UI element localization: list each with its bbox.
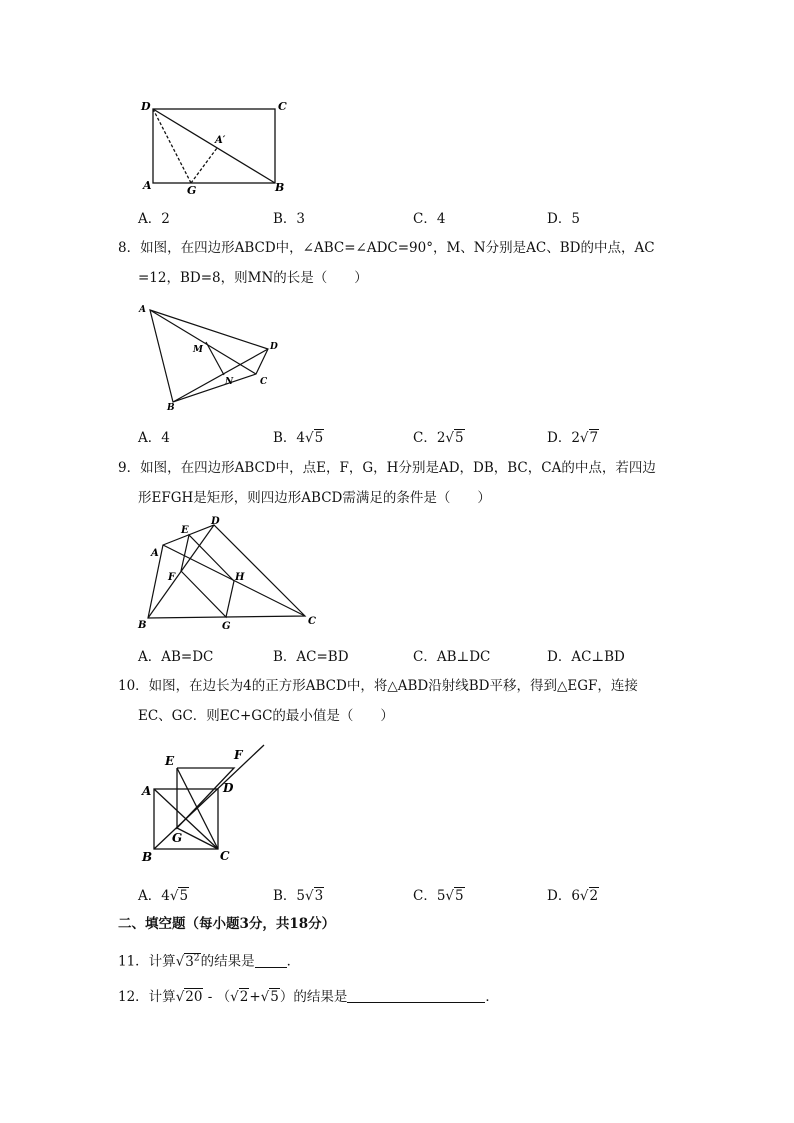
sqrt-sign-icon: √20 [175,989,203,1005]
sqrt-sign-icon: √5 [305,430,324,446]
q7-label-G: G [187,184,197,195]
q10-label-B: B [142,850,153,864]
q8-label-N: N [225,377,234,387]
q9-stem-line2: 形EFGH是矩形，则四边形ABCD需满足的条件是（ ） [138,490,491,506]
q10-label-E: E [165,754,175,768]
q9-option-d: D．AC⊥BD [547,649,625,665]
q7-label-D: D [141,100,151,113]
q7-option-c: C．4 [413,211,446,227]
answer-blank[interactable] [255,953,287,968]
q9-label-A: A [151,548,159,559]
q9-label-D: D [211,516,220,527]
q7-option-a: A．2 [138,211,170,227]
q7-option-b: B．3 [273,211,306,227]
q8-figure [135,298,285,413]
sqrt-sign-icon: √5 [169,888,189,904]
sqrt-sign-icon: √2 [579,888,599,904]
q9-figure [135,516,325,634]
sqrt-sign-icon: √5 [260,989,279,1005]
q8-stem-line2: =12，BD=8，则MN的长是（ ） [138,270,368,286]
q7-option-d: D．5 [547,211,580,227]
q9-label-G: G [222,621,231,632]
q10-figure [135,740,275,868]
q9-option-b: B．AC=BD [273,649,349,665]
q10-label-G: G [172,831,183,845]
q10-stem-line1: 10．如图，在边长为4的正方形ABCD中，将△ABD沿射线BD平移，得到△EGF，连接 [118,678,638,694]
q8-label-B: B [167,403,175,413]
sqrt-sign-icon: $√3^2$ [175,953,200,970]
q8-stem-line1: 8．如图，在四边形ABCD中，∠ABC=∠ADC=90°，M、N分别是AC、BD的中点，AC [118,240,655,256]
q7-label-B: B [275,181,285,194]
q7-label-Aprime: A′ [215,135,226,146]
q12-stem: 12．计算√20 - （√2+√5）的结果是 ． [118,989,499,1005]
q8-label-A: A [139,305,146,315]
q8-option-d: D．2√7 [547,430,599,446]
q7-label-A: A [143,179,152,192]
section-heading: 二、填空题（每小题3分，共18分） [118,916,336,932]
sqrt-sign-icon: √5 [445,888,464,904]
q9-stem-line1: 9．如图，在四边形ABCD中，点E，F，G，H分别是AD，DB，BC，CA的中点，若四边 [118,460,656,476]
q11-stem: 11．计算$√3^2$的结果是 ． [118,949,300,971]
q10-option-c: C．5√5 [413,888,464,904]
q10-label-D: D [223,781,234,795]
q9-label-C: C [308,616,316,627]
q10-option-a: A．4√5 [138,888,189,904]
q9-label-H: H [235,572,245,583]
q9-label-F: F [168,572,176,583]
q9-option-a: A．AB=DC [138,649,214,665]
sqrt-sign-icon: √3 [305,888,324,904]
q9-option-c: C．AB⊥DC [413,649,491,665]
q7-label-C: C [278,100,287,113]
q10-option-b: B．5√3 [273,888,324,904]
sqrt-sign-icon: √7 [579,430,599,446]
q10-label-F: F [234,748,243,762]
q10-label-C: C [220,849,230,863]
sqrt-sign-icon: √2 [230,989,249,1005]
answer-blank[interactable] [347,988,485,1003]
q8-label-M: M [193,345,203,355]
q8-option-a: A．4 [138,430,170,446]
sqrt-sign-icon: √5 [445,430,464,446]
q8-label-C: C [260,377,268,387]
q10-option-d: D．6√2 [547,888,599,904]
q8-label-D: D [270,342,278,352]
q8-option-b: B．4√5 [273,430,324,446]
q9-label-E: E [181,525,189,536]
q9-label-B: B [138,620,147,631]
q7-figure [135,95,295,195]
q10-stem-line2: EC、GC．则EC+GC的最小值是（ ） [138,708,394,724]
q10-label-A: A [142,784,152,798]
q8-option-c: C．2√5 [413,430,464,446]
